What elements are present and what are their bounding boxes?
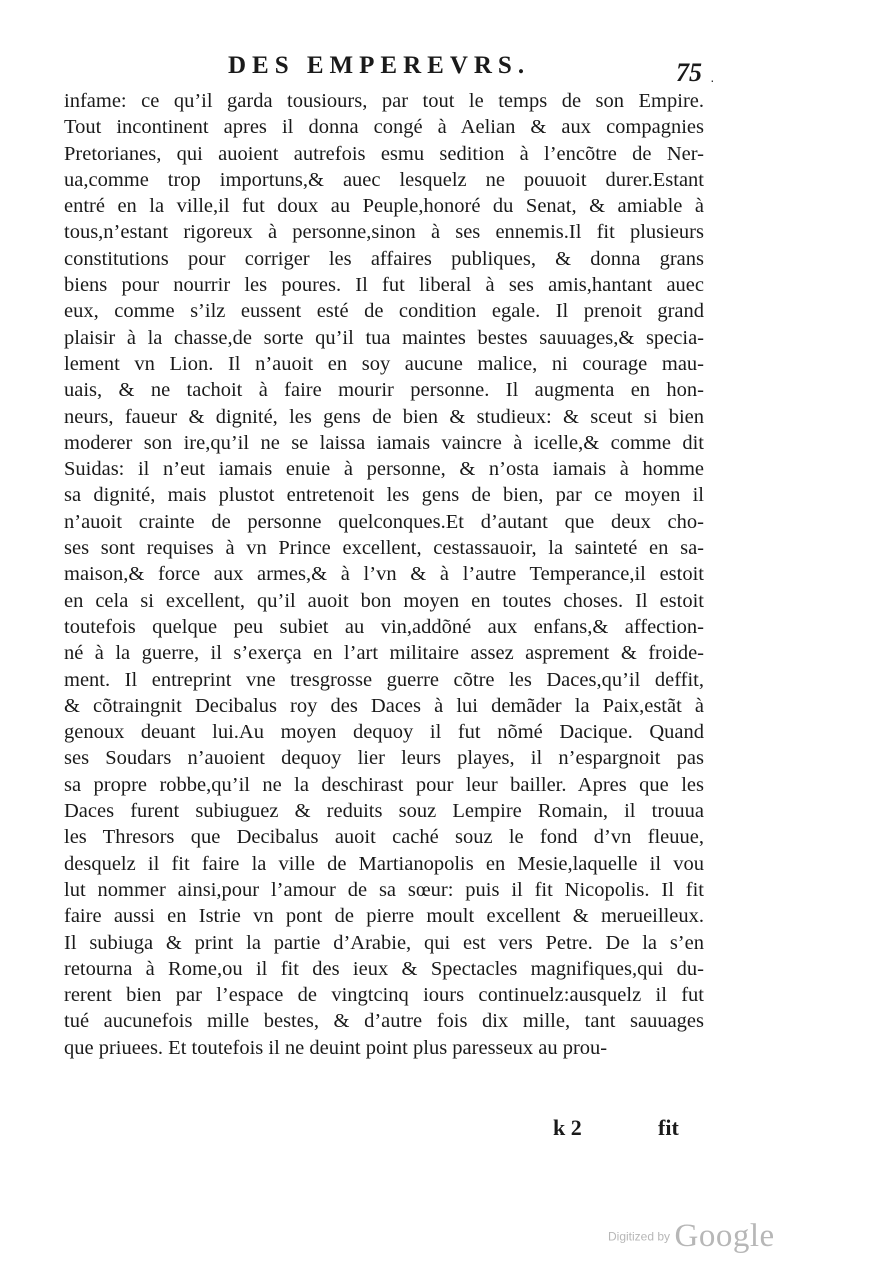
watermark-logo: Google xyxy=(674,1218,775,1254)
body-text xyxy=(64,88,704,1061)
page-footer xyxy=(0,1115,889,1145)
text-line: les Thresors que Decibalus auoit caché souz le fond d’vn fleuue, xyxy=(64,826,704,849)
text-line: Daces furent subiuguez & reduits souz Lempire Romain, il trouua xyxy=(64,800,704,823)
text-line: Suidas: il n’eut iamais enuie à personne, & n’osta iamais à homme xyxy=(64,458,704,481)
text-line: Il subiuga & print la partie d’Arabie, qui est vers Petre. De la s’en xyxy=(64,931,704,954)
text-line: rerent bien par l’espace de vingtcinq iours continuelz:ausquelz il fut xyxy=(64,984,704,1007)
text-line: tous,n’estant rigoreux à personne,sinon à ses ennemis.Il fit plusieurs xyxy=(64,221,704,244)
page-header xyxy=(0,52,889,92)
signature-mark: k 2 xyxy=(553,1115,582,1140)
text-line: plaisir à la chasse,de sorte qu’il tua maintes bestes sauuages,& specia- xyxy=(64,326,704,349)
text-line: entré en la ville,il fut doux au Peuple,honoré du Senat, & amiable à xyxy=(64,195,704,218)
text-line: lement vn Lion. Il n’auoit en soy aucune malice, ni courage mau- xyxy=(64,352,704,375)
text-line: faire aussi en Istrie vn pont de pierre moult excellent & merueilleux. xyxy=(64,905,704,928)
text-line: que priuees. Et toutefois il ne deuint point plus paresseux au prou- xyxy=(64,1036,608,1059)
text-line: constitutions pour corriger les affaires publiques, & donna grans xyxy=(64,247,704,270)
text-line: sa propre robbe,qu’il ne la deschirast pour leur bailler. Apres que les xyxy=(64,773,704,796)
stray-mark: · xyxy=(710,72,715,88)
text-line: sa dignité, mais plustot entretenoit les gens de bien, par ce moyen il xyxy=(64,484,704,507)
text-line: ses sont requises à vn Prince excellent, cestassauoir, la sainteté en sa- xyxy=(64,537,704,560)
text-line: ment. Il entreprint vne tresgrosse guerre cõtre les Daces,qu’il deffit, xyxy=(64,668,704,691)
text-line: toutefois quelque peu subiet au vin,addõné aux enfans,& affection- xyxy=(64,615,704,638)
text-line: n’auoit crainte de personne quelconques.Et d’autant que deux cho- xyxy=(64,510,704,533)
text-line: ua,comme trop importuns,& auec lesquelz ne pouuoit durer.Estant xyxy=(64,168,704,191)
running-head: DES EMPEREVRS. xyxy=(228,52,531,79)
text-line: retourna à Rome,ou il fit des ieux & Spectacles magnifiques,qui du- xyxy=(64,957,704,980)
text-line: neurs, faueur & dignité, les gens de bien & studieux: & sceut si bien xyxy=(64,405,704,428)
text-line: uais, & ne tachoit à faire mourir personne. Il augmenta en hon- xyxy=(64,379,704,402)
text-line: ses Soudars n’auoient dequoy lier leurs playes, il n’espargnoit pas xyxy=(64,747,704,770)
catchword: fit xyxy=(658,1115,679,1140)
text-line: Tout incontinent apres il donna congé à Aelian & aux compagnies xyxy=(64,116,704,139)
text-line: biens pour nourrir les poures. Il fut liberal à ses amis,hantant auec xyxy=(64,274,704,297)
page-number: 75 xyxy=(676,58,702,87)
text-line: & cõtraingnit Decibalus roy des Daces à lui demãder la Paix,estãt à xyxy=(64,694,704,717)
text-line: maison,& force aux armes,& à l’vn & à l’autre Temperance,il estoit xyxy=(64,563,704,586)
text-line: moderer son ire,qu’il ne se laissa iamais vaincre à icelle,& comme dit xyxy=(64,431,704,454)
text-line: infame: ce qu’il garda tousiours, par tout le temps de son Empire. xyxy=(64,90,704,112)
text-line: Pretorianes, qui auoient autrefois esmu sedition à l’encõtre de Ner- xyxy=(64,142,704,165)
text-line: lut nommer ainsi,pour l’amour de sa sœur: puis il fit Nicopolis. Il fit xyxy=(64,878,704,901)
watermark-prefix: Digitized by xyxy=(608,1229,671,1244)
text-line: genoux deuant lui.Au moyen dequoy il fut nõmé Dacique. Quand xyxy=(64,721,704,744)
text-line: tué aucunefois mille bestes, & d’autre fois dix mille, tant sauuages xyxy=(64,1010,704,1033)
text-line: eux, comme s’ilz eussent esté de condition egale. Il prenoit grand xyxy=(64,300,704,323)
text-line: né à la guerre, il s’exerça en l’art militaire assez asprement & froide- xyxy=(64,642,704,665)
digitized-watermark xyxy=(608,1218,775,1255)
text-line: en cela si excellent, qu’il auoit bon moyen en toutes choses. Il estoit xyxy=(64,589,704,612)
text-line: desquelz il fit faire la ville de Martianopolis en Mesie,laquelle il vou xyxy=(64,852,704,875)
